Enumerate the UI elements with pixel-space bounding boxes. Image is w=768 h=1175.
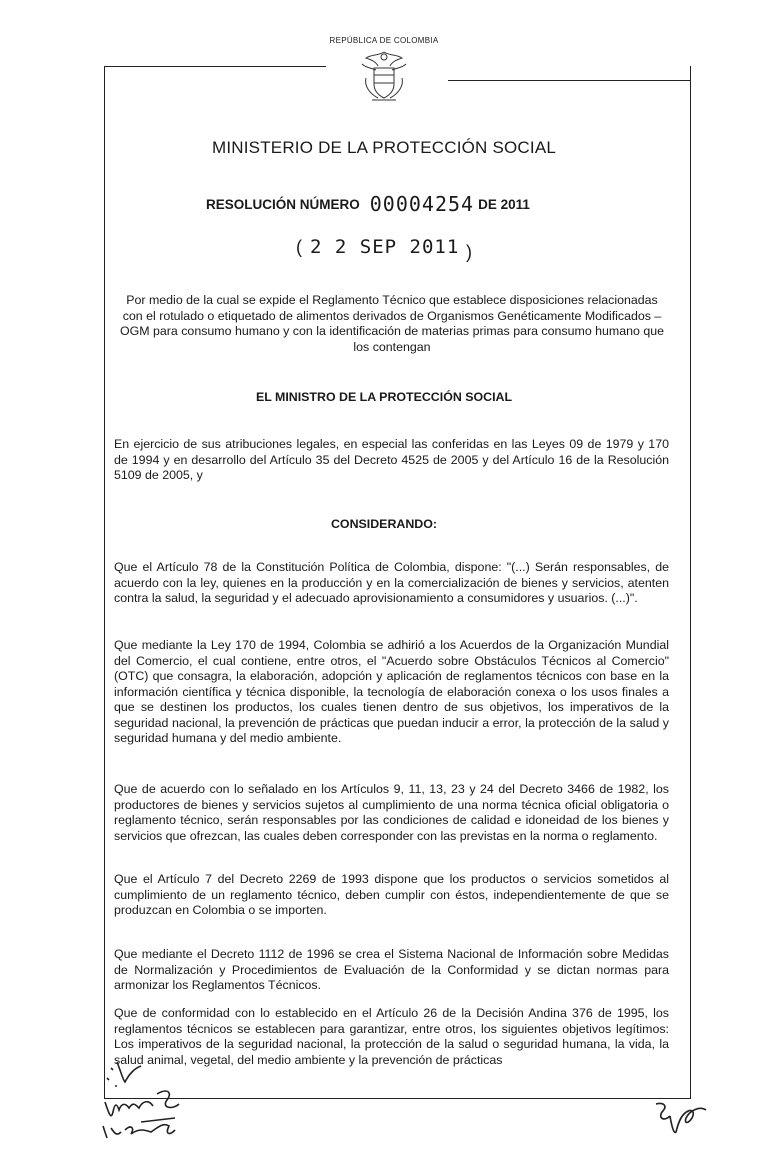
resolution-label: RESOLUCIÓN NÚMERO bbox=[206, 197, 360, 212]
date-open-paren: ( bbox=[296, 237, 302, 257]
date-close-paren: ) bbox=[466, 242, 472, 262]
coat-of-arms-icon bbox=[352, 48, 416, 104]
paragraph: Que el Artículo 78 de la Constitución Política de Colombia, dispone: "(...) Serán responsables, de acuerdo con la ley, quienes en la producción y en la comercialización de bienes y servicios, atenten contra la salud, la seguridad y el adecuado aprovisionamiento a consumidores y usuarios. (...)". bbox=[114, 560, 669, 605]
paragraph: Que de conformidad con lo establecido en el Artículo 26 de la Decisión Andina 376 de 1995, los reglamentos técnicos se establecen para garantizar, entre otros, los siguientes objetivos legítimos: Los imperativos de la seguridad nacional, la protección de la salud o seguridad humana, la vida, la salud animal, vegetal, del medio ambiente y la prevención de prácticas bbox=[114, 1006, 669, 1067]
paragraph: Que mediante el Decreto 1112 de 1996 se crea el Sistema Nacional de Información sobre Medidas de Normalización y Procedimientos de Evaluación de la Conformidad y se dictan normas para armonizar los Reglamentos Técnicos. bbox=[114, 947, 669, 992]
resolution-summary: Por medio de la cual se expide el Reglamento Técnico que establece disposiciones relacionadas con el rotulado o etiquetado de alimentos derivados de Organismos Genéticamente Modificados – OGM para consumo humano y con la identificación de materias primas para consumo humano que los contengan bbox=[119, 293, 665, 354]
country-header: REPÚBLICA DE COLOMBIA bbox=[329, 36, 439, 45]
resolution-date bbox=[296, 236, 472, 262]
date-stamp: 2 2 SEP 2011 bbox=[310, 236, 460, 258]
resolution-year: DE 2011 bbox=[478, 197, 530, 212]
paragraph: Que mediante la Ley 170 de 1994, Colombia se adhirió a los Acuerdos de la Organización Mundial del Comercio, el cual contiene, entre otros, el "Acuerdo sobre Obstáculos Técnicos al Comercio" (OTC) que consagra, la elaboración, adopción y aplicación de reglamentos técnicos con base en la información científica y técnica disponible, la tecnología de elaboración conexa o los usos finales a que se destinen los productos, los cuales tienen dentro de sus objetivos, los imperativos de la seguridad nacional, la prevención de prácticas que puedan inducir a error, la protección de la salud y seguridad humana y del medio ambiente. bbox=[114, 638, 669, 745]
ministry-title: MINISTERIO DE LA PROTECCIÓN SOCIAL bbox=[211, 138, 557, 157]
paragraph: Que el Artículo 7 del Decreto 2269 de 1993 dispone que los productos o servicios sometidos al cumplimiento de un reglamento técnico, deben cumplir con éstos, independientemente de que se produzcan en Colombia o se importen. bbox=[114, 872, 669, 917]
powers-paragraph: En ejercicio de sus atribuciones legales, en especial las conferidas en las Leyes 09 de 1979 y 170 de 1994 y en desarrollo del Artículo 35 del Decreto 4525 de 2005 y del Artículo 16 de la Resolución 5109 de 2005, y bbox=[114, 437, 669, 482]
handwritten-initials-right bbox=[650, 1098, 710, 1138]
paragraph: Que de acuerdo con lo señalado en los Artículos 9, 11, 13, 23 y 24 del Decreto 3466 de 1982, los productores de bienes y servicios sujetos al cumplimiento de una norma técnica oficial obligatoria o reglamento técnico, serán responsables por las condiciones de calidad e idoneidad de los bienes y servicios que ofrezcan, las cuales deben corresponder con las previstas en la norma o reglamento. bbox=[114, 782, 669, 843]
resolution-line bbox=[206, 190, 530, 214]
resolution-number: 00004254 bbox=[369, 192, 475, 216]
handwritten-initials-left bbox=[95, 1058, 205, 1168]
minister-heading: EL MINISTRO DE LA PROTECCIÓN SOCIAL bbox=[255, 390, 513, 404]
considerando-heading: CONSIDERANDO: bbox=[330, 517, 437, 531]
